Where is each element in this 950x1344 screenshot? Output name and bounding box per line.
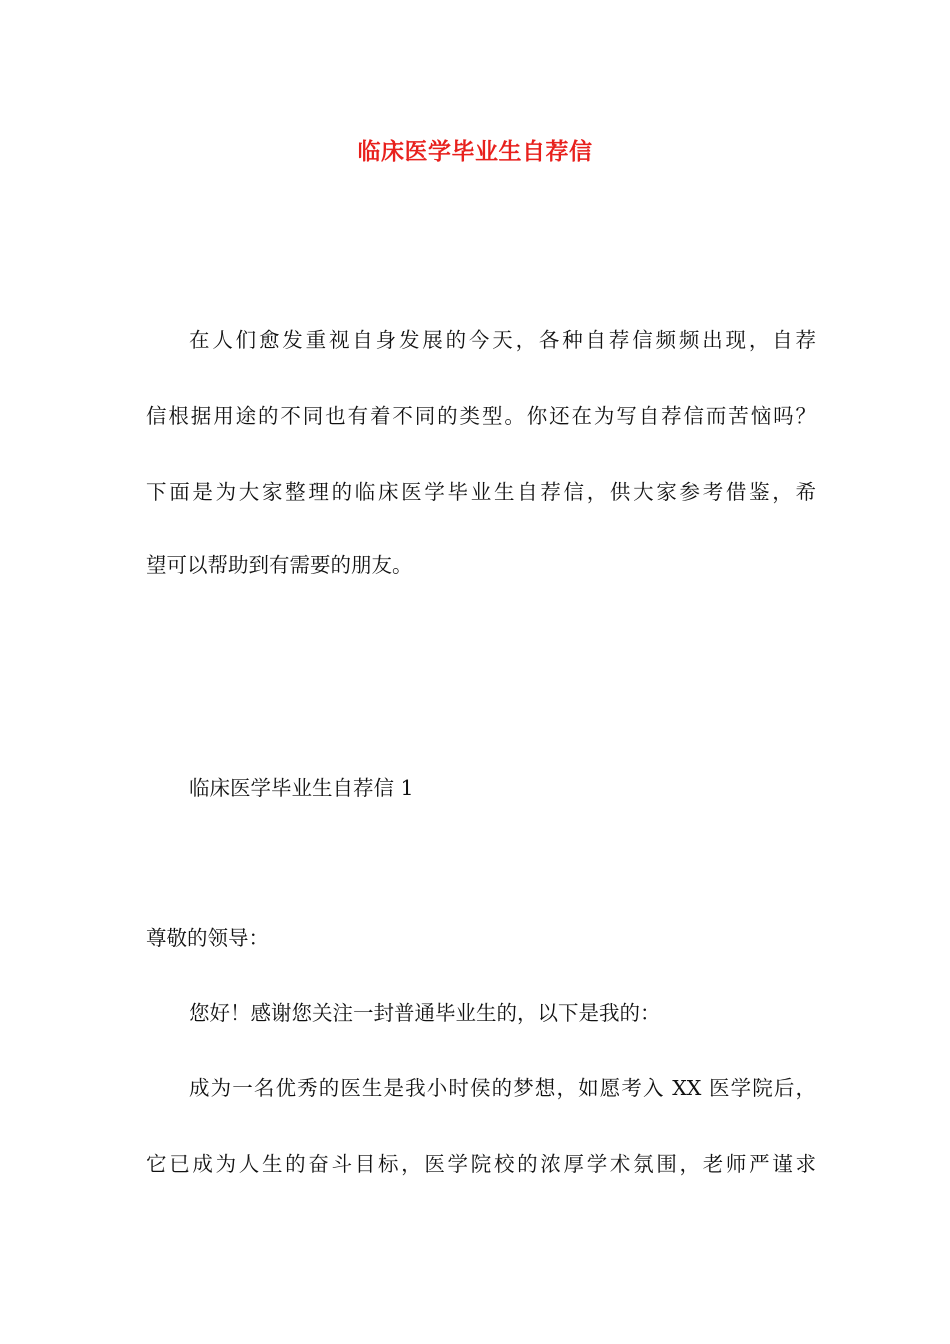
intro-line-3: 下面是为大家整理的临床医学毕业生自荐信，供大家参考借鉴，希 <box>146 480 816 504</box>
intro-line-4: 望可以帮助到有需要的朋友。 <box>146 553 413 577</box>
section-heading: 临床医学毕业生自荐信 1 <box>189 776 414 800</box>
salutation: 尊敬的领导： <box>146 926 269 950</box>
intro-line-1: 在人们愈发重视自身发展的今天，各种自荐信频频出现，自荐 <box>189 328 816 352</box>
body-line-1: 成为一名优秀的医生是我小时侯的梦想，如愿考入 XX 医学院后， <box>189 1076 816 1100</box>
greeting-paragraph: 您好！感谢您关注一封普通毕业生的，以下是我的： <box>189 1001 661 1025</box>
intro-line-2: 信根据用途的不同也有着不同的类型。你还在为写自荐信而苦恼吗？ <box>146 404 816 428</box>
body-line-2: 它已成为人生的奋斗目标，医学院校的浓厚学术氛围，老师严谨求 <box>146 1152 816 1176</box>
document-title: 临床医学毕业生自荐信 <box>357 139 593 165</box>
